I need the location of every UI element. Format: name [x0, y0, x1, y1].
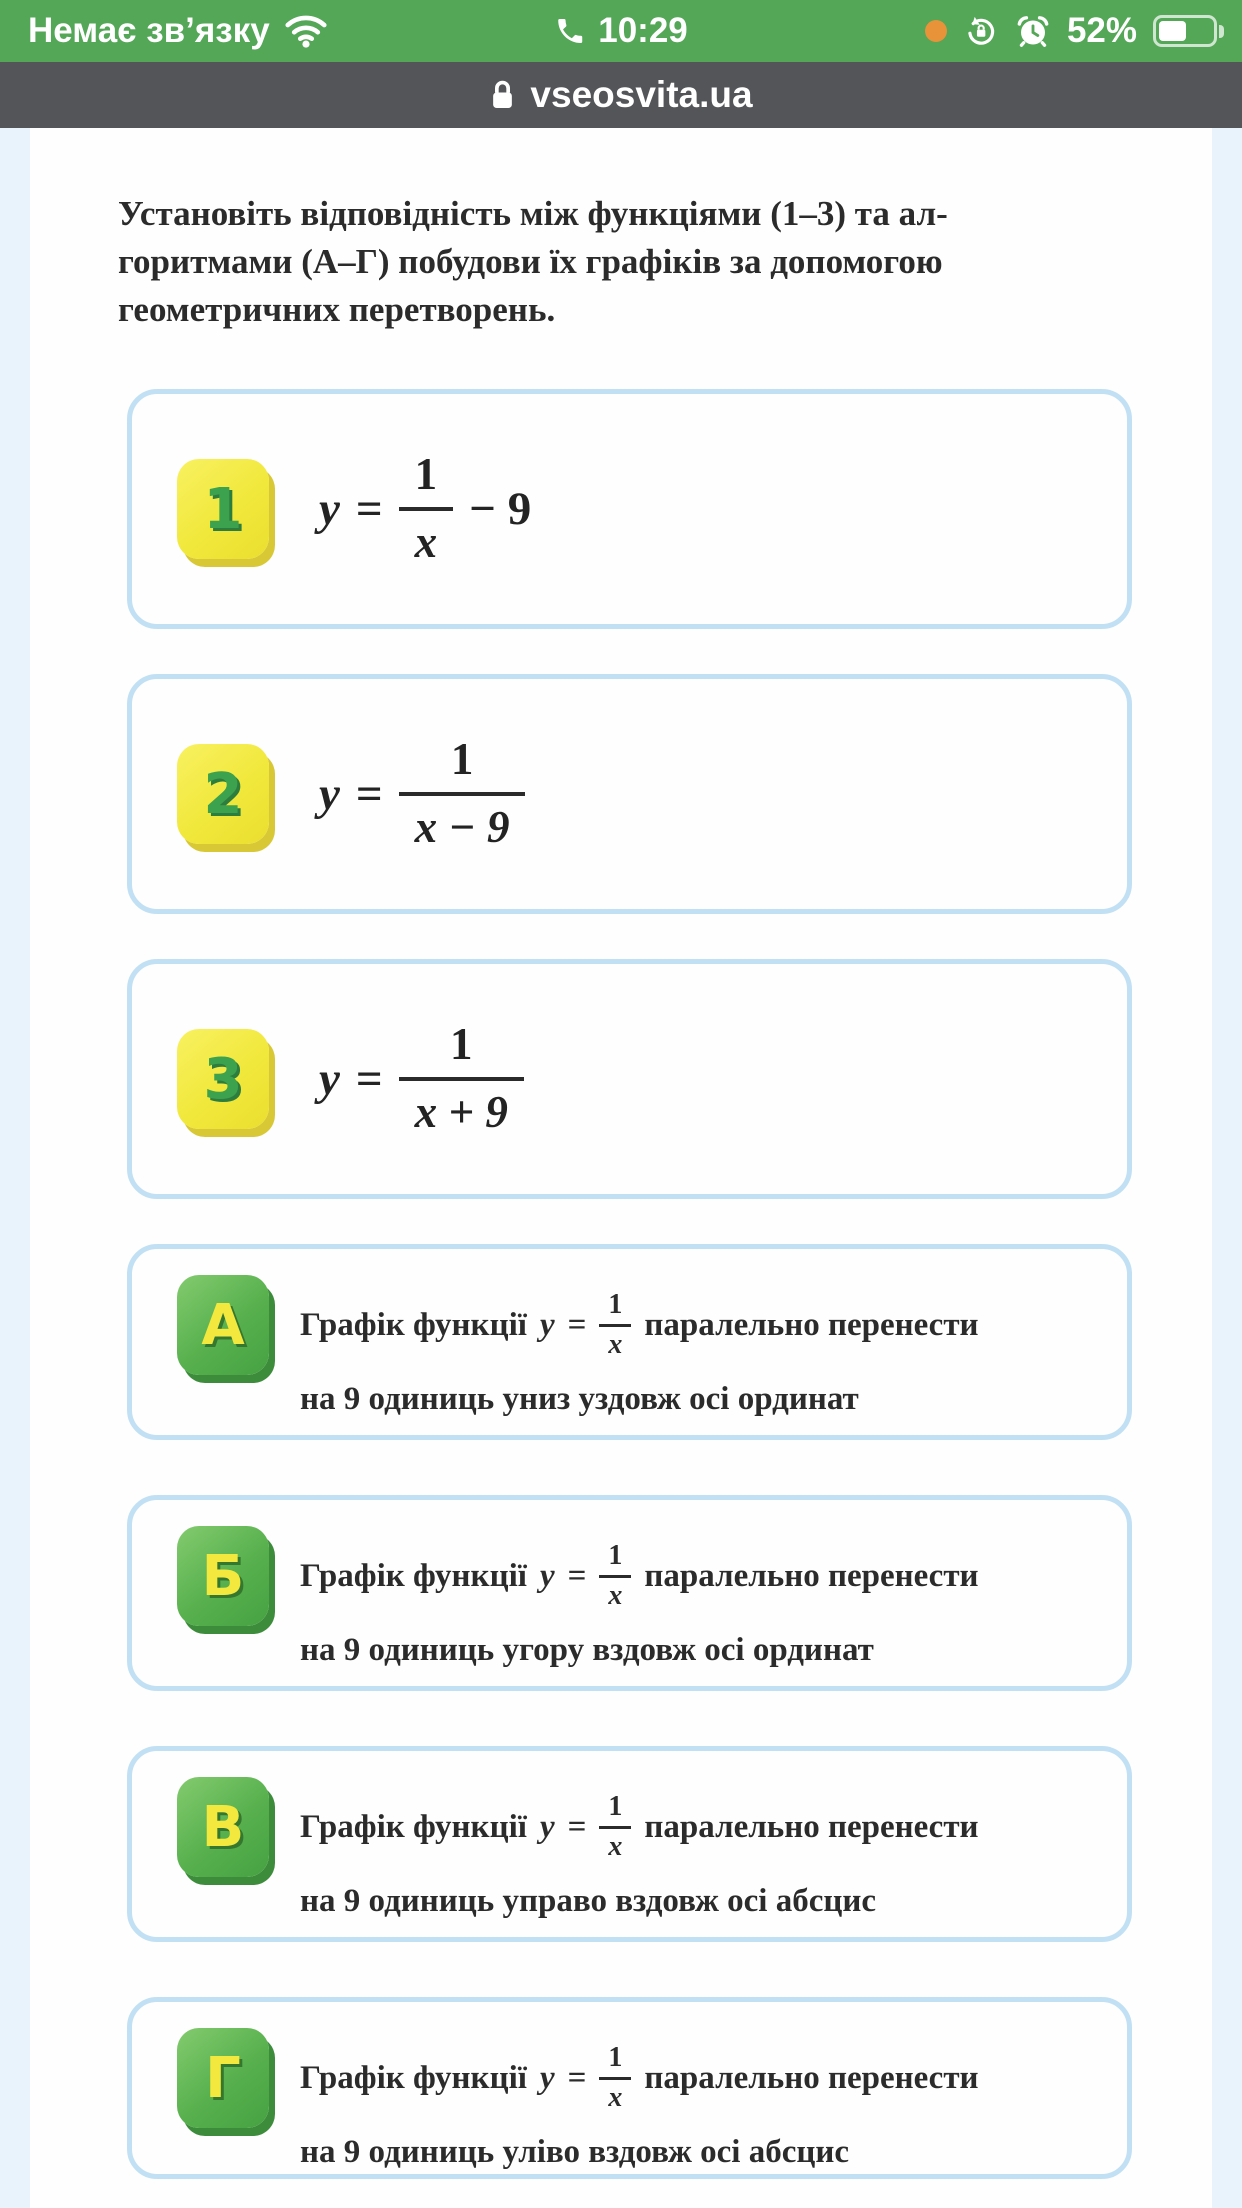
algorithm-line2: на 9 одиниць уліво вздовж осі абсцис	[300, 2134, 850, 2170]
text-suffix: паралельно перенести	[644, 1808, 979, 1845]
algorithm-line1	[300, 1777, 979, 1877]
fraction	[399, 1019, 524, 1139]
text-suffix: паралельно перенести	[644, 2059, 979, 2096]
formula-var: y	[539, 1306, 555, 1343]
algorithm-line2: на 9 одиниць униз уздовж осі ординат	[300, 1381, 859, 1417]
fraction	[599, 1541, 631, 1612]
lock-icon	[489, 78, 516, 112]
formula-eq: =	[355, 768, 383, 820]
browser-url-bar[interactable]	[0, 62, 1242, 128]
formula-3	[319, 1019, 540, 1139]
text-suffix: паралельно перенести	[644, 1306, 979, 1343]
page-content	[0, 128, 1242, 2208]
wifi-icon	[284, 14, 328, 48]
badge-label: В	[201, 1794, 245, 1860]
battery-icon	[1153, 15, 1224, 47]
fraction-denominator: x	[414, 517, 438, 567]
algorithm-text	[300, 2028, 979, 2171]
algorithm-line2: на 9 одиниць угору вздовж осі ординат	[300, 1632, 874, 1668]
number-badge-3	[177, 1029, 269, 1129]
status-bar	[0, 0, 1242, 62]
formula-var: y	[539, 2059, 555, 2096]
letter-badge-a	[177, 1275, 269, 1375]
text-prefix: Графік функції	[300, 2059, 527, 2096]
question-text	[118, 190, 1078, 334]
question-line: горитмами (А–Г) побудови їх графіків за допомогою	[118, 242, 943, 281]
fraction	[399, 734, 526, 854]
fraction-denominator: x	[608, 1579, 623, 1611]
formula-2	[319, 734, 541, 854]
fraction-numerator: 1	[399, 734, 526, 796]
phone-icon	[554, 15, 586, 47]
formula-1	[319, 449, 531, 569]
algorithm-line1	[300, 1275, 979, 1375]
formula-eq: =	[355, 1053, 383, 1105]
letter-badge-g	[177, 2028, 269, 2128]
formula-var: y	[319, 768, 340, 820]
text-prefix: Графік функції	[300, 1306, 527, 1343]
battery-level	[1159, 21, 1186, 41]
fraction-numerator: 1	[399, 449, 454, 511]
algorithm-card-b[interactable]	[127, 1495, 1132, 1691]
fraction-numerator: 1	[599, 1290, 631, 1327]
formula-var: y	[319, 483, 340, 535]
function-card-2[interactable]	[127, 674, 1132, 914]
status-right	[925, 11, 1242, 51]
number-badge-2	[177, 744, 269, 844]
badge-label: 2	[203, 761, 243, 827]
formula-suffix: − 9	[469, 483, 532, 535]
recording-dot-icon	[925, 20, 947, 42]
algorithm-line1	[300, 1526, 979, 1626]
text-suffix: паралельно перенести	[644, 1557, 979, 1594]
algorithm-text	[300, 1777, 979, 1920]
algorithm-text	[300, 1526, 979, 1669]
letter-badge-b	[177, 1526, 269, 1626]
badge-label: 1	[203, 476, 243, 542]
fraction	[599, 1792, 631, 1863]
formula-eq: =	[567, 1557, 587, 1594]
clock-label: 10:29	[598, 11, 688, 50]
alarm-icon	[1015, 13, 1051, 49]
letter-badge-v	[177, 1777, 269, 1877]
formula-var: y	[319, 1053, 340, 1105]
badge-label: А	[201, 1292, 245, 1358]
battery-percent-label: 52%	[1066, 11, 1137, 50]
fraction	[599, 2043, 631, 2114]
fraction	[399, 449, 454, 569]
formula-var: y	[539, 1808, 555, 1845]
url-text: vseosvita.ua	[530, 74, 753, 115]
formula-eq: =	[567, 1808, 587, 1845]
formula-eq: =	[567, 2059, 587, 2096]
text-prefix: Графік функції	[300, 1557, 527, 1594]
algorithm-card-v[interactable]	[127, 1746, 1132, 1942]
algorithm-card-g[interactable]	[127, 1997, 1132, 2179]
fraction-denominator: x − 9	[414, 802, 510, 852]
number-badge-1	[177, 459, 269, 559]
question-line: Установіть відповідність між функціями (1–3) та ал-	[118, 194, 948, 233]
fraction-numerator: 1	[599, 2043, 631, 2080]
carrier-label: Немає зв’язку	[28, 11, 270, 50]
function-card-1[interactable]	[127, 389, 1132, 629]
fraction-numerator: 1	[599, 1792, 631, 1829]
badge-label: Г	[205, 2045, 241, 2111]
formula-eq: =	[567, 1306, 587, 1343]
formula-var: y	[539, 1557, 555, 1594]
fraction-denominator: x	[608, 1830, 623, 1862]
fraction-numerator: 1	[399, 1019, 524, 1081]
scanned-task-panel	[30, 128, 1212, 2208]
fraction-denominator: x + 9	[414, 1087, 508, 1137]
rotation-lock-icon	[963, 13, 999, 49]
function-card-3[interactable]	[127, 959, 1132, 1199]
algorithm-line1	[300, 2028, 979, 2128]
formula-eq: =	[355, 483, 383, 535]
badge-label: 3	[203, 1046, 243, 1112]
fraction-denominator: x	[608, 1328, 623, 1360]
algorithm-text	[300, 1275, 979, 1418]
badge-label: Б	[201, 1543, 245, 1609]
fraction	[599, 1290, 631, 1361]
fraction-numerator: 1	[599, 1541, 631, 1578]
fraction-denominator: x	[608, 2081, 623, 2113]
question-line: геометричних перетворень.	[118, 290, 556, 329]
algorithm-card-a[interactable]	[127, 1244, 1132, 1440]
status-center	[554, 11, 688, 51]
status-left	[0, 11, 328, 51]
text-prefix: Графік функції	[300, 1808, 527, 1845]
algorithm-line2: на 9 одиниць управо вздовж осі абсцис	[300, 1883, 877, 1919]
battery-tip	[1219, 25, 1224, 38]
